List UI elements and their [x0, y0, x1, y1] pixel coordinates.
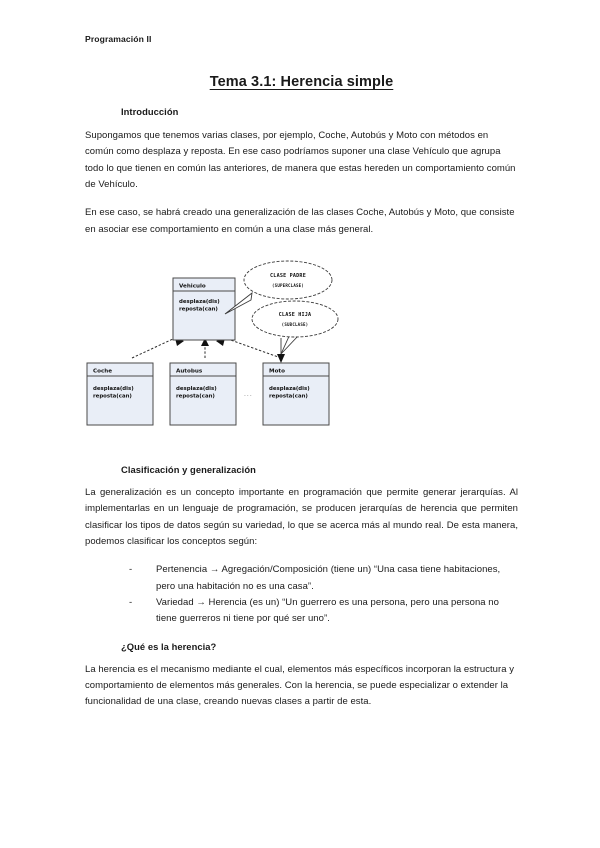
uml-class-name: Vehiculo: [179, 283, 206, 290]
uml-class-vehiculo: [173, 278, 235, 340]
uml-method-1: desplaza(dis): [269, 385, 310, 392]
list-item: [129, 562, 518, 595]
heading-clasificacion: Clasificación y generalización: [121, 463, 256, 475]
uml-method-1: desplaza(dis): [179, 298, 220, 305]
diagram-ellipsis: ...: [244, 390, 253, 398]
uml-class-name: Moto: [269, 368, 285, 375]
page-header: Programación II: [85, 34, 152, 44]
uml-method-1: desplaza(dis): [93, 385, 134, 392]
uml-class-autobus: [170, 363, 236, 425]
paragraph-intro-1: Supongamos que tenemos varias clases, por ejemplo, Coche, Autobús y Moto con métodos en común como desplaza y reposta. En ese caso podríamos suponer una clase Vehículo que agrupa todo lo que tienen en común las anteriores, de manera que estas hereden un comportamiento común de Vehículo.: [85, 130, 516, 190]
callout-clase-hija: [252, 301, 338, 363]
paragraph-clasificacion: La generalización es un concepto importante en programación que permite generar jerarquías. Al implementarlas en un lenguaje de programación, se producen jerarquías de herencia que permiten clasificar los tipos de datos según su variedad, lo que se acerca más al mundo real. De esta manera, podemos clasificar los conceptos según:: [85, 486, 518, 547]
inheritance-line-coche: [132, 338, 175, 358]
uml-method-1: desplaza(dis): [176, 385, 217, 392]
callout-line-1: CLASE PADRE: [270, 272, 306, 279]
callout-line-2: (SUPERCLASE): [272, 282, 304, 288]
list-bullet-marker: -: [129, 596, 133, 608]
uml-method-2: reposta(can): [93, 393, 132, 400]
paragraph-herencia: La herencia es el mecanismo mediante el cual, elementos más específicos incorporan la estructura y comportamiento de elementos más generales. Con la herencia, se puede especializar o extender la funcionalidad de una clase, creando nuevas clases a partir de esta.: [85, 663, 514, 708]
uml-class-name: Coche: [93, 368, 113, 375]
uml-method-2: reposta(can): [269, 393, 308, 400]
list-item: [129, 595, 518, 628]
uml-method-2: reposta(can): [179, 306, 218, 313]
callout-line-1: CLASE HIJA: [278, 311, 312, 318]
uml-method-2: reposta(can): [176, 393, 215, 400]
inheritance-line-moto: [225, 338, 281, 358]
callout-line-2: (SUBCLASE): [281, 321, 309, 327]
heading-que-es-la-herencia: ¿Qué es la herencia?: [121, 640, 217, 652]
list-bullet-marker: -: [129, 564, 133, 576]
heading-introduccion: Introducción: [121, 106, 179, 117]
uml-class-coche: [87, 363, 153, 425]
page-title: Tema 3.1: Herencia simple: [209, 74, 394, 90]
paragraph-intro-2: En ese caso, se habrá creado una generalización de las clases Coche, Autobús y Moto, que consiste en asociar ese comportamiento en común a una clase más general.: [85, 207, 515, 235]
list-item-text: Variedad → Herencia (es un) “Un guerrero es una persona, pero una persona no tiene guerreros ni tiene por qué ser uno”.: [156, 596, 499, 625]
uml-class-name: Autobus: [176, 368, 203, 375]
arrowhead-clase-hija: [277, 354, 285, 363]
uml-inheritance-diagram: [85, 250, 518, 446]
list-item-text: Pertenencia → Agregación/Composición (tiene un) “Una casa tiene habitaciones, pero una habitación no es una casa”.: [156, 564, 501, 592]
uml-class-moto: [263, 363, 329, 425]
concept-list: [85, 562, 518, 627]
